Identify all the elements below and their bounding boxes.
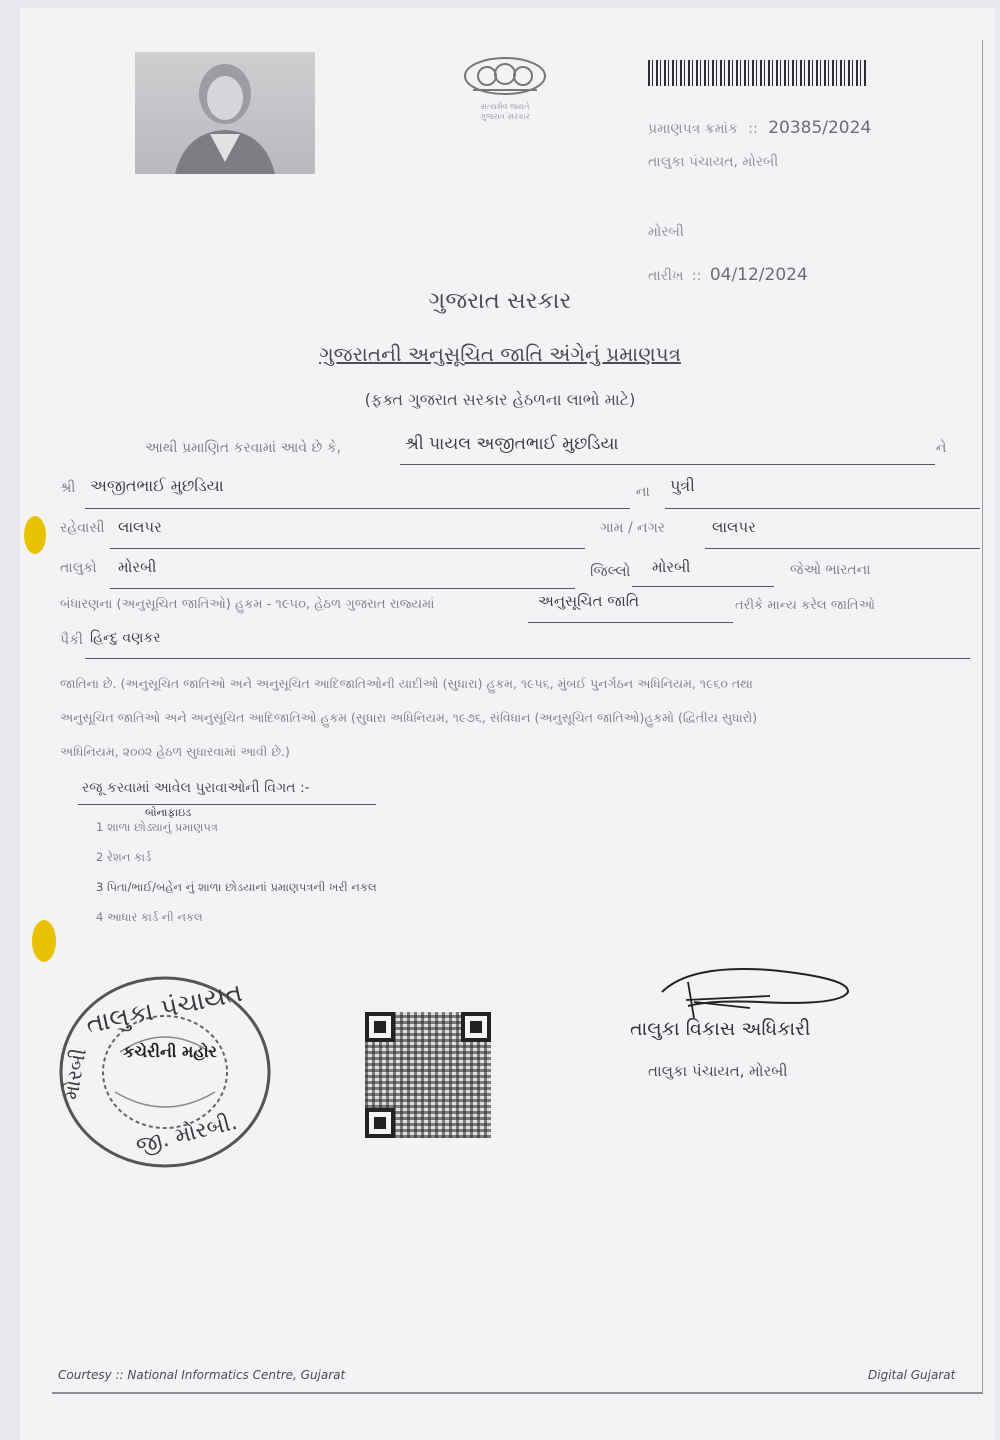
issuing-place: મોરબી bbox=[648, 224, 684, 240]
signatory-designation: તાલુકા વિકાસ અધિકારી bbox=[630, 1018, 811, 1040]
state-emblem bbox=[455, 54, 555, 126]
issue-date-row bbox=[648, 265, 808, 285]
seal-bottom-text: જી. મોરબી. bbox=[133, 1109, 240, 1160]
evidence-handwritten-correction: બોનાફાઇડ bbox=[145, 806, 192, 819]
taluka-label: તાલુકો bbox=[60, 560, 97, 576]
date-sep: :: bbox=[691, 268, 702, 284]
caste-label: પૈકી bbox=[60, 632, 83, 648]
caste-category: અનુસૂચિત જાતિ bbox=[538, 592, 640, 610]
parent-name: અજીતભાઈ મુછડિયા bbox=[90, 476, 224, 495]
barcode bbox=[648, 60, 868, 86]
signatory-office: તાલુકા પંચાયત, મોરબી bbox=[648, 1062, 788, 1080]
evidence-item-3: 3 પિતા/ભાઈ/બહેન નું શાળા છોડયાનાં પ્રમાણપત્રની ખરી નકલ bbox=[96, 880, 377, 894]
caste-value: હિન્દુ વણકર bbox=[90, 630, 161, 646]
resident-label: રહેવાસી bbox=[60, 520, 105, 536]
emblem-caption: ગુજરાત સરકાર bbox=[480, 112, 530, 121]
village-underline bbox=[705, 548, 980, 549]
resident-value: લાલપર bbox=[118, 518, 162, 536]
legal-text-line3: અધિનિયમ, ૨૦૦૨ હેઠળ સુધારવામાં આવી છે.) bbox=[60, 744, 290, 759]
district-value: મોરબી bbox=[652, 558, 691, 576]
footer-digital-gujarat: Digital Gujarat bbox=[868, 1368, 956, 1382]
na-label: ના bbox=[636, 484, 650, 500]
order-text: બંધારણના (અનુસૂચિત જાતિઓ) હુકમ - ૧૯૫૦, હેઠળ ગુજરાત રાજ્યમાં bbox=[60, 597, 435, 612]
applicant-name: શ્રી પાયલ અજીતભાઈ મુછડિયા bbox=[405, 434, 619, 454]
legal-text-line1: જાતિના છે. (અનુસૂચિત જાતિઓ અને અનુસૂચિત આદિજાતિઓની યાદીઓ (સુધારા) હુકમ, ૧૯૫૬, મુંબઈ પુનર્ગઠન અધિનિયમ, ૧૯૬૦ તથા bbox=[60, 676, 753, 691]
village-value: લાલપર bbox=[712, 518, 756, 536]
cert-no-value: 20385/2024 bbox=[768, 118, 872, 138]
seal-center-text: કચેરીની મહોર bbox=[123, 1042, 217, 1061]
punch-hole-top bbox=[24, 516, 46, 554]
relation-underline bbox=[665, 508, 980, 509]
seal-top-text: તાલુકા પંચાયત bbox=[83, 977, 246, 1041]
district-label: જિલ્લો bbox=[590, 562, 631, 580]
footer-courtesy: Courtesy :: National Informatics Centre, Gujarat bbox=[58, 1368, 346, 1382]
seal-left-text: મોરબી bbox=[58, 1046, 91, 1102]
certificate-subtitle: (ફક્ત ગુજરાત સરકાર હેઠળના લાભો માટે) bbox=[364, 390, 636, 409]
caste-underline bbox=[85, 658, 970, 659]
cert-no-sep: :: bbox=[748, 121, 758, 137]
parent-underline bbox=[85, 508, 630, 509]
ne-text: ને bbox=[936, 440, 947, 456]
evidence-heading-underline bbox=[78, 804, 376, 805]
relation: પુત્રી bbox=[670, 476, 695, 495]
qr-code bbox=[365, 1012, 491, 1138]
legal-text-line2: અનુસૂચિત જાતિઓ અને અનુસૂચિત આદિજાતિઓ હુકમ (સુધારા અધિનિયમ, ૧૯૭૬, સંવિધાન (અનુસૂચિત જાતિઓ)હુકમો (દ્વિતીય સુધારો) bbox=[60, 710, 758, 725]
date-value: 04/12/2024 bbox=[709, 265, 808, 285]
signature bbox=[650, 962, 860, 1022]
resident-underline bbox=[110, 548, 585, 549]
shri-label: શ્રી bbox=[60, 480, 76, 496]
evidence-item-1: 1 શાળા છોડ્યાનું પ્રમાણપત્ર bbox=[96, 820, 218, 834]
evidence-heading: રજૂ કરવામાં આવેલ પુરાવાઓની વિગત :- bbox=[82, 780, 310, 796]
village-label: ગામ / નગર bbox=[600, 520, 666, 536]
category-underline bbox=[528, 622, 733, 623]
name-underline bbox=[400, 464, 935, 465]
intro-text: આથી પ્રમાણિત કરવામાં આવે છે કે, bbox=[145, 440, 342, 456]
applicant-photo bbox=[135, 52, 315, 174]
evidence-item-4: 4 આધાર કાર્ડ ની નકલ bbox=[96, 910, 203, 924]
emblem-motto: સત્યમેવ જયતે bbox=[480, 102, 530, 111]
certificate-number-row bbox=[648, 118, 871, 138]
cert-no-label: પ્રમાણપત્ર ક્રમાંક bbox=[648, 121, 738, 137]
evidence-item-2: 2 રેશન કાર્ડ bbox=[96, 850, 152, 864]
recognized-text: તરીકે માન્ય કરેલ જાતિઓ bbox=[735, 598, 876, 613]
taluka-value: મોરબી bbox=[118, 558, 157, 576]
date-label: તારીખ bbox=[648, 268, 684, 284]
indian-text: જેઓ ભારતના bbox=[790, 562, 871, 578]
district-underline bbox=[632, 586, 774, 587]
taluka-underline bbox=[110, 588, 575, 589]
certificate-title: ગુજરાતની અનુસૂચિત જાતિ અંગેનું પ્રમાણપત્ર bbox=[319, 342, 681, 366]
punch-hole-bottom bbox=[32, 920, 56, 962]
government-title: ગુજરાત સરકાર bbox=[428, 288, 572, 314]
office-seal bbox=[55, 972, 275, 1172]
issuing-office: તાલુકા પંચાયત, મોરબી bbox=[648, 154, 779, 170]
